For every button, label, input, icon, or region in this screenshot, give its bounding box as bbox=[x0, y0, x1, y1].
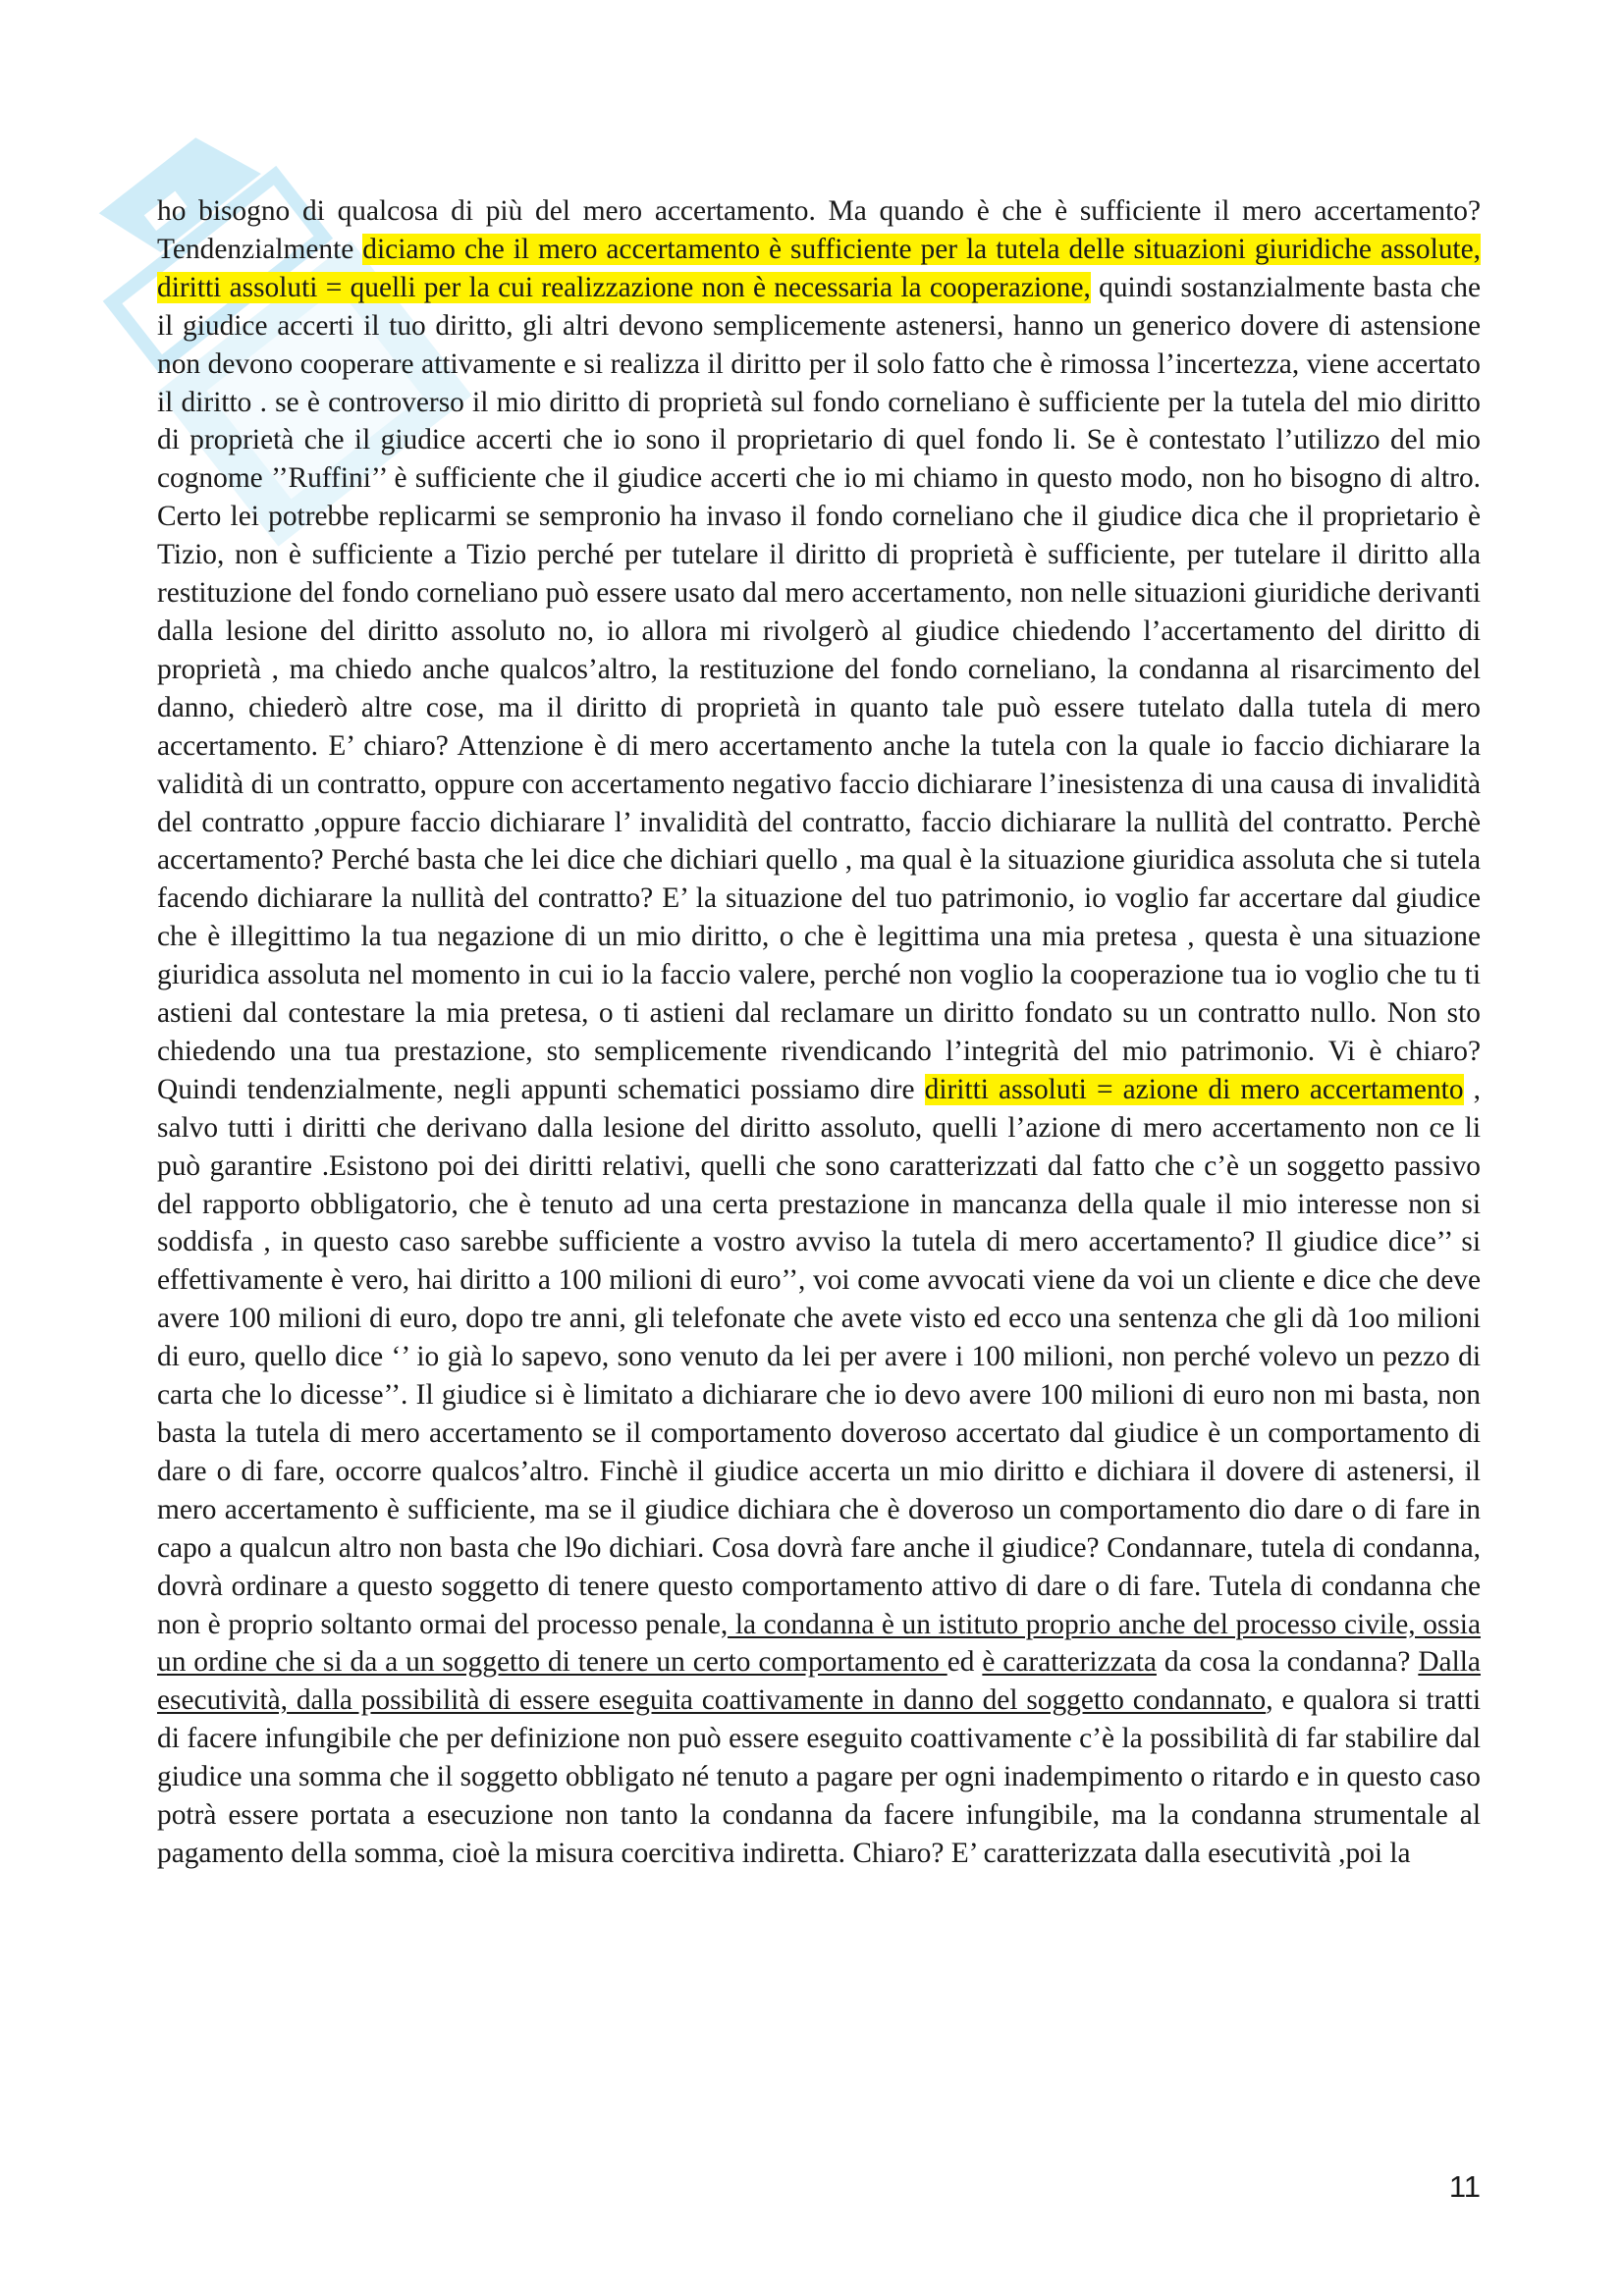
underlined-text: Dalla esecutività, dalla possibilità di essere eseguita coattivamente in danno del soggetto condannato bbox=[157, 1646, 1481, 1717]
highlighted-text: diciamo che il mero accertamento è sufficiente per la tutela delle situazioni giuridiche assolute, diritti assoluti = quelli per la cui realizzazione non è necessaria la cooperazione, bbox=[157, 233, 1481, 303]
highlighted-text: diritti assoluti = azione di mero accertamento bbox=[924, 1073, 1464, 1105]
text-segment: , salvo tutti i diritti che derivano dalla lesione del diritto assoluto, quelli l’azione di mero accertamento non ce li può garantire .Esistono poi dei diritti relativi, quelli che sono caratterizzati dal fatto che c’è un soggetto passivo del rapporto obbligatorio, che è tenuto ad una certa prestazione in mancanza della quale il mio interesse non si soddisfa , in questo caso sarebbe sufficiente a vostro avviso la tutela di mero accertamento? Il giudice dice’’ si effettivamente è vero, hai diritto a 100 milioni di euro’’, voi come avvocati viene da voi un cliente e dice che deve avere 100 milioni di euro, dopo tre anni, gli telefonate che avete visto ed ecco una sentenza che gli dà 1oo milioni di euro, quello dice ‘’ io già lo sapevo, sono venuto da lei per avere i 100 milioni, non perché volevo un pezzo di carta che lo dicesse’’. Il giudice si è limitato a dichiarare che io devo avere 100 milioni di euro non mi basta, non basta la tutela di mero accertamento se il comportamento doveroso accertato dal giudice è un comportamento di dare o di fare, occorre qualcos’altro. Finchè il giudice accerta un mio diritto e dichiara il dovere di astenersi, il mero accertamento è sufficiente, ma se il giudice dichiara che è doveroso un comportamento dio dare o di fare in capo a qualcun altro non basta che l9o dichiari. Cosa dovrà fare anche il giudice? Condannare, tutela di condanna, dovrà ordinare a questo soggetto di tenere questo comportamento attivo di dare o di fare. Tutela di condanna che non è proprio soltanto ormai del processo penale bbox=[157, 1073, 1481, 1640]
text-segment: ho bisogno di qualcosa di più del mero accertamento. Ma quando è che è sufficiente il mero accertamento? Tendenzialmente bbox=[157, 195, 1481, 265]
underlined-text: , la condanna è un istituto proprio anche del processo civile, ossia un ordine che si da a un soggetto di tenere un certo comportamento bbox=[157, 1608, 1481, 1679]
text-segment: , e qualora si tratti di facere infungibile che per definizione non può essere eseguito coattivamente c’è la possibilità di far stabilire dal giudice una somma che il soggetto obbligato né tenuto a pagare per ogni inadempimento o ritardo e in questo caso potrà essere portata a esecuzione non tanto la condanna da facere infungibile, ma la condanna strumentale al pagamento della somma, cioè la misura coercitiva indiretta. Chiaro? E’ caratterizzata dalla esecutività ,poi la bbox=[157, 1684, 1481, 1869]
page-number: 11 bbox=[1448, 2169, 1481, 2204]
text-segment: ed bbox=[947, 1646, 983, 1679]
text-segment: da cosa la condanna? bbox=[1156, 1646, 1419, 1679]
underlined-text: è caratterizzata bbox=[982, 1646, 1157, 1679]
body-paragraph bbox=[157, 192, 1481, 1873]
text-segment: quindi sostanzialmente basta che il giudice accerti il tuo diritto, gli altri devono semplicemente astenersi, hanno un generico dovere di astensione non devono cooperare attivamente e si realizza il diritto per il solo fatto che è rimossa l’incertezza, viene accertato il diritto . se è controverso il mio diritto di proprietà sul fondo corneliano è sufficiente per la tutela del mio diritto di proprietà che il giudice accerti che io sono il proprietario di quel fondo li. Se è contestato l’utilizzo del mio cognome ’’Ruffini’’ è sufficiente che il giudice accerti che io mi chiamo in questo modo, non ho bisogno di altro. Certo lei potrebbe replicarmi se sempronio ha invaso il fondo corneliano che il giudice dica che il proprietario è Tizio, non è sufficiente a Tizio perché per tutelare il diritto di proprietà è sufficiente, per tutelare il diritto alla restituzione del fondo corneliano può essere usato dal mero accertamento, non nelle situazioni giuridiche derivanti dalla lesione del diritto assoluto no, io allora mi rivolgerò al giudice chiedendo l’accertamento del diritto di proprietà , ma chiedo anche qualcos’altro, la restituzione del fondo corneliano, la condanna al risarcimento del danno, chiederò altre cose, ma il diritto di proprietà in quanto tale può essere tutelato dalla tutela di mero accertamento. E’ chiaro? Attenzione è di mero accertamento anche la tutela con la quale io faccio dichiarare la validità di un contratto, oppure con accertamento negativo faccio dichiarare l’inesistenza di una causa di invalidità del contratto ,oppure faccio dichiarare l’ invalidità del contratto, faccio dichiarare la nullità del contratto. Perchè accertamento? Perché basta che lei dice che dichiari quello , ma qual è la situazione giuridica assoluta che si tutela facendo dichiarare la nullità del contratto? E’ la situazione del tuo patrimonio, io voglio far accertare dal giudice che è illegittimo la tua negazione di un mio diritto, o che è legittima una mia pretesa , questa è una situazione giuridica assoluta nel momento in cui io la faccio valere, perché non voglio la cooperazione tua io voglio che tu ti astieni dal contestare la mia pretesa, o ti astieni dal reclamare un diritto fondato su un contratto nullo. Non sto chiedendo una tua prestazione, sto semplicemente rivendicando l’integrità del mio patrimonio. Vi è chiaro? Quindi tendenzialmente, negli appunti schematici possiamo dire bbox=[157, 271, 1482, 1105]
